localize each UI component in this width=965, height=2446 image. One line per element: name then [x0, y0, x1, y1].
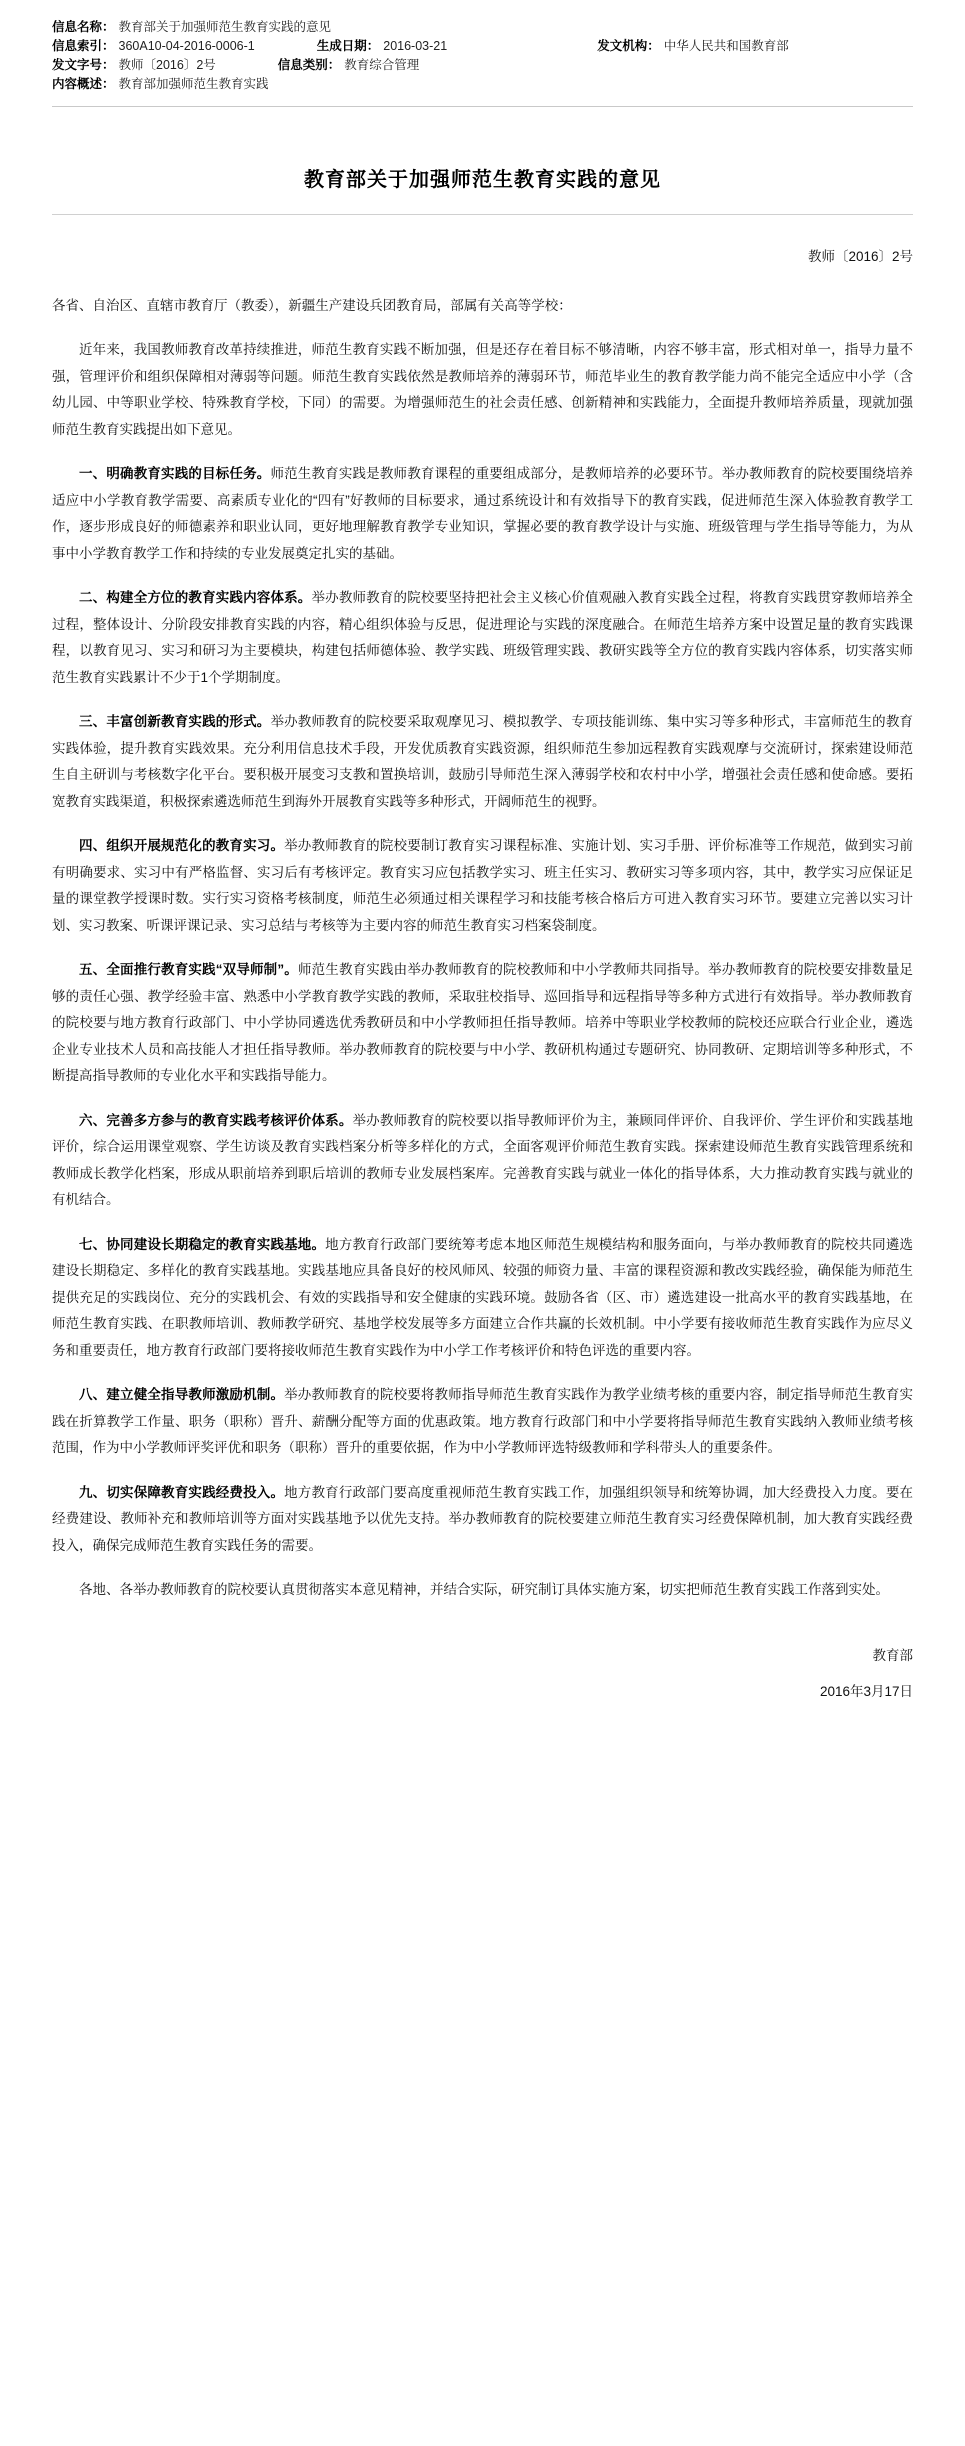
meta-label-name: 信息名称： — [52, 20, 115, 34]
paragraph-lead: 七、协同建设长期稳定的教育实践基地。 — [79, 1236, 326, 1252]
paragraph — [52, 1382, 913, 1462]
meta-label-index: 信息索引： — [52, 39, 115, 53]
paragraph-text: 举办教师教育的院校要坚持把社会主义核心价值观融入教育实践全过程，将教育实践贯穿教师培养全过程，整体设计、分阶段安排教育实践的内容，精心组织体验与反思，促进理论与实践的深度融合。在师范生培养方案中设置足量的教育实践课程，以教育见习、实习和研习为主要模块，构建包括师德体验、教学实践、班级管理实践、教研实践等全方位的教育实践内容体系，切实落实师范生教育实践累计不少于1个学期制度。 — [52, 590, 914, 685]
title-divider — [52, 214, 913, 215]
meta-divider — [52, 106, 913, 107]
meta-label-summary: 内容概述： — [52, 77, 115, 91]
paragraph-text: 举办教师教育的院校要以指导教师评价为主，兼顾同伴评价、自我评价、学生评价和实践基地评价，综合运用课堂观察、学生访谈及教育实践档案分析等多样化的方式，全面客观评价师范生教育实践。探索建设师范生教育实践管理系统和教师成长教学化档案，形成从职前培养到职后培训的教师专业发展档案库。完善教育实践与就业一体化的指导体系，大力推动教育实践与就业的有机结合。 — [52, 1112, 913, 1207]
paragraph-lead: 二、构建全方位的教育实践内容体系。 — [79, 590, 312, 605]
paragraph — [52, 585, 913, 691]
meta-value-index: 360A10-04-2016-0006-1 — [118, 39, 255, 53]
meta-value-name: 教育部关于加强师范生教育实践的意见 — [118, 20, 332, 34]
paragraph-text: 各地、各举办教师教育的院校要认真贯彻落实本意见精神，并结合实际，研究制订具体实施方案，切实把师范生教育实践工作落到实处。 — [79, 1582, 889, 1597]
paragraph-text: 地方教育行政部门要统筹考虑本地区师范生规模结构和服务面向，与举办教师教育的院校共同遴选建设长期稳定、多样化的教育实践基地。实践基地应具备良好的校风师风、较强的师资力量、丰富的课程资源和教改实践经验，确保能为师范生提供充足的实践岗位、充分的实践机会、有效的实践指导和安全健康的实践环境。鼓励各省（区、市）遴选建设一批高水平的教育实践基地，在师范生教育实践、在职教师培训、教师教学研究、基地学校发展等多方面建立合作共赢的长效机制。中小学要有接收师范生教育实践作为应尽义务和重要责任，地方教育行政部门要将接收师范生教育实践作为中小学工作考核评价和特色评选的重要内容。 — [52, 1236, 914, 1358]
meta-label-issuer: 发文机构： — [597, 39, 660, 53]
paragraph-text: 地方教育行政部门要高度重视师范生教育实践工作，加强组织领导和统筹协调，加大经费投入力度。要在经费建设、教师补充和教师培训等方面对实践基地予以优先支持。举办教师教育的院校要建立师范生教育实习经费保障机制，加大教育实践经费投入，确保完成师范生教育实践任务的需要。 — [52, 1484, 913, 1553]
paragraph — [52, 957, 913, 1090]
signoff-organization: 教育部 — [872, 1647, 913, 1663]
meta-value-summary: 教育部加强师范生教育实践 — [118, 77, 269, 91]
document-number: 教师〔2016〕2号 — [807, 249, 913, 264]
paragraph-text: 师范生教育实践由举办教师教育的院校教师和中小学教师共同指导。举办教师教育的院校要安排数量足够的责任心强、教学经验丰富、熟悉中小学教育教学实践的教师，采取驻校指导、巡回指导和远程指导等多种方式进行有效指导。举办教师教育的院校要与地方教育行政部门、中小学协同遴选优秀教研员和中小学教师担任指导教师。培养中等职业学校教师的院校还应联合行业企业，遴选企业专业技术人员和高技能人才担任指导教师。举办教师教育的院校要与中小学、教研机构通过专题研究、协同教研、定期培训等多种形式，不断提高指导教师的专业化水平和实践指导能力。 — [52, 962, 914, 1083]
paragraph-lead: 一、明确教育实践的目标任务。 — [79, 466, 271, 481]
meta-value-issuer: 中华人民共和国教育部 — [663, 39, 789, 53]
paragraph-text: 近年来，我国教师教育改革持续推进，师范生教育实践不断加强，但是还存在着目标不够清晰，内容不够丰富，形式相对单一，指导力量不强，管理评价和组织保障相对薄弱等问题。师范生教育实践依然是教师培养的薄弱环节，师范毕业生的教育教学能力尚不能完全适应中小学（含幼儿园、中等职业学校、特殊教育学校，下同）的需要。为增强师范生的社会责任感、创新精神和实践能力，全面提升教师培养质量，现就加强师范生教育实践提出如下意见。 — [52, 342, 913, 437]
paragraph-text: 举办教师教育的院校要制订教育实习课程标准、实施计划、实习手册、评价标准等工作规范，做到实习前有明确要求、实习中有严格监督、实习后有考核评定。教育实习应包括教学实习、班主任实习、教研实习等多项内容，其中，教学实习应保证足量的课堂教学授课时数。实行实习资格考核制度，师范生必须通过相关课程学习和技能考核合格后方可进入教育实习环节。要建立完善以实习计划、实习教案、听课评课记录、实习总结与考核等为主要内容的师范生教育实习档案袋制度。 — [52, 838, 913, 933]
paragraph-lead: 九、切实保障教育实践经费投入。 — [79, 1484, 285, 1500]
meta-value-docnum: 教师〔2016〕2号 — [118, 58, 216, 72]
meta-row-name — [52, 18, 913, 37]
meta-label-category: 信息类别： — [277, 58, 341, 72]
meta-value-category: 教育综合管理 — [344, 58, 420, 72]
paragraph — [52, 1480, 913, 1560]
paragraph-text: 举办教师教育的院校要将教师指导师范生教育实践作为教学业绩考核的重要内容，制定指导师范生教育实践在折算教学工作量、职务（职称）晋升、薪酬分配等方面的优惠政策。地方教育行政部门和中小学要将指导师范生教育实践纳入教师业绩考核范围，作为中小学教师评奖评优和职务（职称）晋升的重要依据，作为中小学教师评选特级教师和学科带头人的重要条件。 — [52, 1387, 913, 1455]
paragraph-lead: 三、丰富创新教育实践的形式。 — [79, 714, 271, 729]
meta-label-created: 生成日期： — [316, 39, 380, 53]
signoff-date: 2016年3月17日 — [819, 1683, 913, 1699]
meta-label-docnum: 发文字号： — [52, 58, 115, 72]
paragraph — [52, 337, 913, 443]
paragraph — [52, 1577, 913, 1604]
paragraph-text: 师范生教育实践是教师教育课程的重要组成部分，是教师培养的必要环节。举办教师教育的院校要围绕培养适应中小学教育教学需要、高素质专业化的“四有”好教师的目标要求，通过系统设计和有效指导下的教育实践，促进师范生深入体验教育教学工作，逐步形成良好的师德素养和职业认同，更好地理解教育教学专业知识，掌握必要的教育教学设计与实施、班级管理与学生指导等能力，为从事中小学教育教学工作和持续的专业发展奠定扎实的基础。 — [52, 466, 914, 561]
paragraph-lead: 四、组织开展规范化的教育实习。 — [79, 838, 285, 853]
paragraph — [52, 709, 913, 815]
paragraph — [52, 1232, 913, 1365]
document-meta — [52, 18, 913, 100]
paragraph — [52, 461, 913, 567]
meta-row-summary — [52, 75, 913, 94]
paragraph — [52, 833, 913, 939]
paragraph-lead: 六、完善多方参与的教育实践考核评价体系。 — [79, 1112, 353, 1128]
paragraph — [52, 1108, 913, 1214]
paragraph-lead: 八、建立健全指导教师激励机制。 — [79, 1387, 285, 1402]
page-title: 教育部关于加强师范生教育实践的意见 — [304, 169, 661, 191]
paragraph-lead: 五、全面推行教育实践“双导师制”。 — [79, 962, 298, 977]
meta-row-docnum — [52, 56, 913, 75]
paragraph-text: 举办教师教育的院校要采取观摩见习、模拟教学、专项技能训练、集中实习等多种形式，丰富师范生的教育实践体验，提升教育实践效果。充分利用信息技术手段，开发优质教育实践资源，组织师范生参加远程教育实践观摩与交流研讨，探索建设师范生自主研训与考核数字化平台。要积极开展变习支教和置换培训，鼓励引导师范生深入薄弱学校和农村中小学，增强社会责任感和使命感。要拓宽教育实践渠道，积极探索遴选师范生到海外开展教育实践等多种形式，开阔师范生的视野。 — [52, 714, 914, 809]
addressee: 各省、自治区、直辖市教育厅（教委），新疆生产建设兵团教育局，部属有关高等学校： — [52, 298, 572, 313]
meta-value-created: 2016-03-21 — [383, 39, 448, 53]
meta-row-index — [52, 37, 913, 56]
